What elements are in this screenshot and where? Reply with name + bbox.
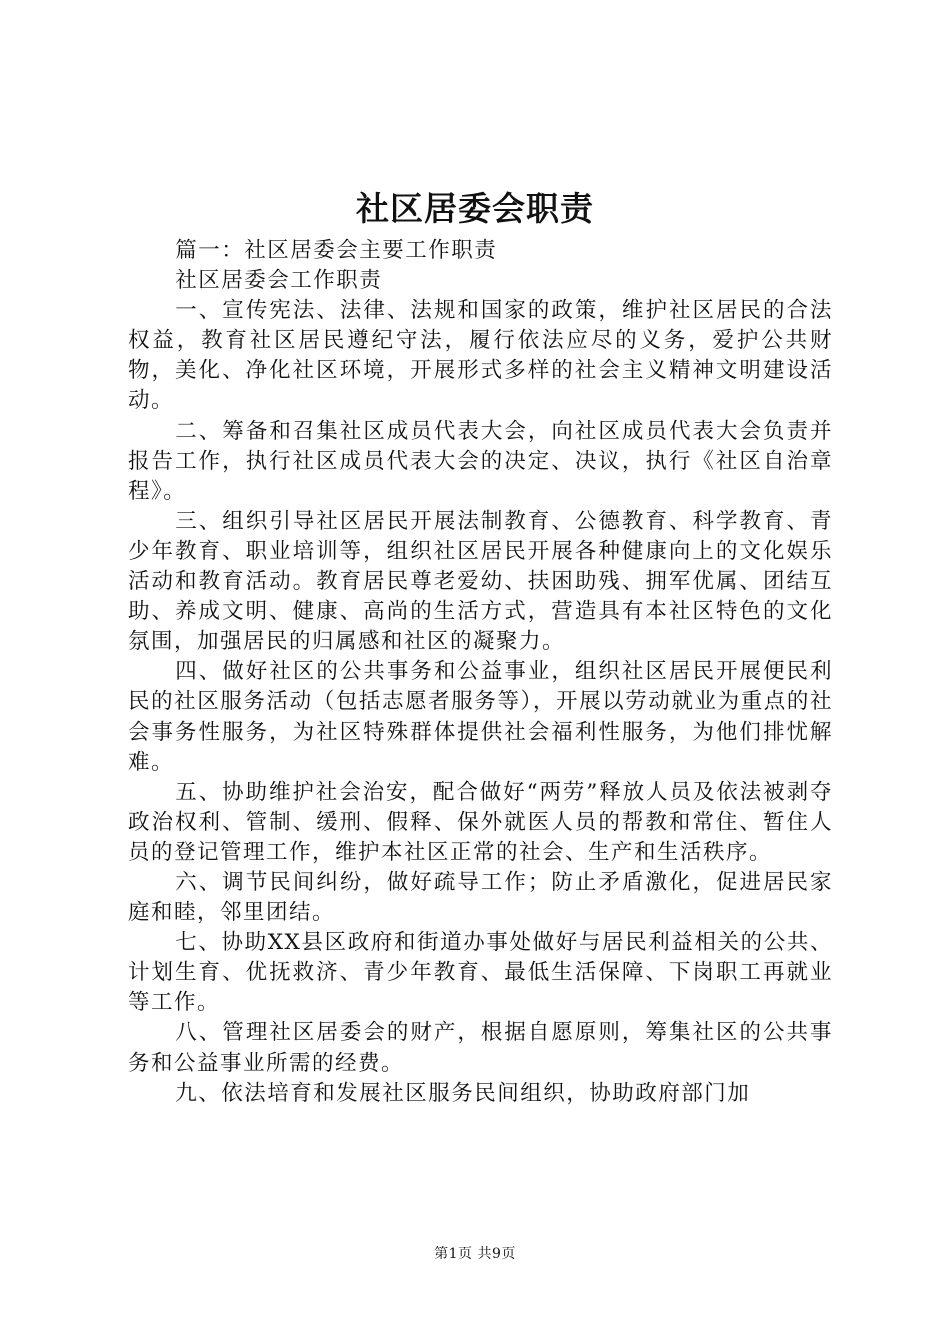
paragraph-6: 六、调节民间纠纷，做好疏导工作；防止矛盾激化，促进居民家庭和睦，邻里团结。 [128, 869, 833, 926]
page-number-footer: 第1页 共9页 [434, 1246, 516, 1262]
document-title: 社区居委会职责 [356, 189, 594, 228]
paragraph-1: 一、宣传宪法、法律、法规和国家的政策，维护社区居民的合法权益，教育社区居民遵纪守法，履行依法应尽的义务，爱护公共财物，美化、净化社区环境，开展形式多样的社会主义精神文明建设活动。 [128, 298, 833, 414]
subheading: 篇一：社区居委会主要工作职责 [175, 238, 498, 263]
paragraph-2: 二、筹备和召集社区成员代表大会，向社区成员代表大会负责并报告工作，执行社区成员代表大会的决定、决议，执行《社区自治章程》。 [128, 418, 833, 504]
paragraph-5: 五、协助维护社会治安，配合做好“两劳”释放人员及依法被剥夺政治权利、管制、缓刑、假释、保外就医人员的帮教和常住、暂住人员的登记管理工作，维护本社区正常的社会、生产和生活秩序。 [128, 779, 833, 865]
paragraph-9: 九、依法培育和发展社区服务民间组织，协助政府部门加 [175, 1080, 751, 1106]
paragraph-4: 四、做好社区的公共事务和公益事业，组织社区居民开展便民利民的社区服务活动（包括志愿者服务等），开展以劳动就业为重点的社会事务性服务，为社区特殊群体提供社会福利性服务，为他们排忧解难。 [128, 659, 833, 775]
paragraph-8: 八、管理社区居委会的财产，根据自愿原则，筹集社区的公共事务和公益事业所需的经费。 [128, 1020, 833, 1076]
paragraph-7: 七、协助XX县区政府和街道办事处做好与居民利益相关的公共、计划生育、优抚救济、青少年教育、最低生活保障、下岗职工再就业等工作。 [128, 930, 833, 1016]
paragraph-3: 三、组织引导社区居民开展法制教育、公德教育、科学教育、青少年教育、职业培训等，组织社区居民开展各种健康向上的文化娱乐活动和教育活动。教育居民尊老爱幼、扶困助残、拥军优属、团结互助、养成文明、健康、高尚的生活方式，营造具有本社区特色的文化氛围，加强居民的归属感和社区的凝聚力。 [128, 508, 833, 655]
section-title: 社区居委会工作职责 [175, 268, 383, 294]
document-body [128, 236, 833, 1109]
